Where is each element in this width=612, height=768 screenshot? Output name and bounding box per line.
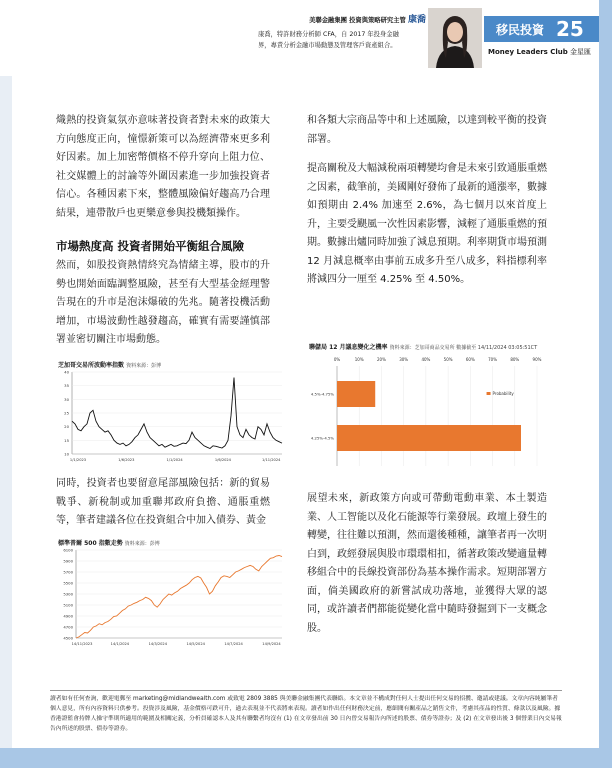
x-tick-label: 14/1/2024	[110, 642, 130, 646]
bar	[337, 425, 521, 451]
y-tick-label: 4900	[63, 613, 73, 619]
y-tick-label: 20	[64, 424, 69, 430]
x-tick-label: 14/11/2023	[71, 642, 93, 646]
x-tick-label: 30%	[399, 357, 409, 362]
y-tick-label: 5300	[63, 591, 73, 597]
y-tick-label: 6100	[63, 547, 73, 553]
x-tick-label: 1/6/2024	[214, 458, 231, 462]
club-name: Money Leaders Club 金星匯	[488, 48, 592, 56]
x-tick-label: 0%	[333, 357, 341, 362]
y-tick-label: 40	[64, 369, 69, 375]
y-tick-label: 5100	[63, 602, 73, 608]
category-label: 4.25%-4.5%	[310, 435, 334, 441]
body-col1-p3: 同時，投資者也要留意尾部風險包括：新的貿易戰爭、新稅制或加重聯邦政府負擔、通脹重燃等，筆者建議各位在投資組合中加入債券、黃金	[56, 478, 270, 526]
spx-chart-title: 標準普爾 500 指數走勢 資料來源：彭博	[58, 540, 160, 547]
vix-chart	[56, 360, 288, 466]
body-col2-p1: 和各類大宗商品等中和上述風險，以達到較平衡的投資部署。	[307, 115, 547, 145]
x-tick-label: 1/1/2024	[166, 458, 183, 462]
left-decor-band	[0, 76, 12, 748]
body-col2-p3: 展望未來，新政策方向或可帶動電動車業、本土製造業、人工智能以及化石能源等行業發展。政壇上發生的轉變，往往難以預測，然而還後種種，讓筆者再一次明白到，政經發展與股市環環相扣，循著政策改變適量轉移組合中的長線投資部份為基本操作需求。短期部署方面，倘美國政府的新嘗試成功落地，並獲得大眾的認同，或許讀者們都能從變化當中隨時發掘到下一支概念股。	[307, 493, 547, 634]
x-tick-label: 1/11/2024	[261, 458, 281, 462]
y-tick-label: 30	[64, 396, 69, 402]
author-block	[246, 12, 426, 51]
x-tick-label: 90%	[532, 357, 542, 362]
body-col1-p1: 熾熱的投資氣氛亦意味著投資者對未來的政策大方向態度正向，憧憬新策可以為經濟帶來更多利好因素。加上加密幣價格不停升穿向上阻力位、社交媒體上的討論等外圍因素進一步加強投資者信心。各種因素下來，整體風險偏好趨高乃合理結果，連帶散戶也更樂意參與投機類操作。	[56, 115, 270, 219]
x-tick-label: 70%	[488, 357, 498, 362]
x-tick-label: 60%	[465, 357, 475, 362]
y-tick-label: 4500	[63, 635, 73, 641]
x-tick-label: 50%	[443, 357, 453, 362]
x-tick-label: 14/7/2024	[224, 642, 243, 646]
right-decor-band	[599, 0, 612, 768]
x-tick-label: 10%	[354, 357, 364, 362]
category-label: 4.5%-4.75%	[310, 391, 334, 397]
y-tick-label: 15	[64, 437, 69, 443]
vix-chart-title: 芝加哥交易所波動率指數 資料來源：彭博	[58, 362, 162, 369]
y-tick-label: 5700	[63, 569, 73, 575]
spx-chart-svg	[56, 546, 288, 650]
column-tag	[484, 16, 599, 42]
y-tick-label: 4700	[63, 624, 73, 630]
author-portrait	[428, 8, 482, 68]
legend-swatch	[487, 392, 491, 395]
author-name: 康喬	[407, 15, 426, 25]
x-tick-label: 1/6/2023	[118, 458, 135, 462]
body-col2-p2: 提高關稅及大幅減稅兩項轉變均會是未來引致通脹重燃之因素，截筆前，美國剛好發佈了最新的通漲率，數據如預期由 2.4% 加速至 2.6%，為七個月以來首度上升，主要受颶風一次性因素影響，減輕了通脹重燃的預期。數據出爐同時加強了減息預期。利率期貨市場預測 12 月減息概率由事前五成多升至八成多，料指標利率將減四分一厘至 4.25% 至 4.50%。	[307, 163, 547, 285]
series-line	[76, 556, 282, 639]
x-tick-label: 14/3/2024	[148, 642, 168, 646]
y-tick-label: 5500	[63, 580, 73, 586]
fed-prob-chart-svg	[307, 352, 551, 470]
footnote: 讀者如有任何查詢，歡迎電郵至 marketing@midlandwealth.com 或致電 2809 3885 與美聯金融集團代表聯絡。本文章並不構成對任何人士提出任何交易的招攬、邀請或建議。文章內容純屬筆者個人意見，所有內容資料只供參考。投資涉及風險，基金價格可跌可升，過去表現並不代表將來表現。讀者如作出任何財務決定前，應細閱有關產品之銷售文件，考慮其產品的性質、條款以及風險。據香港證監會持牌人操守準則所適用的範圍及相關定義，分析員確認本人及其有聯繫者均沒有 (1) 在文章發出前 30 日內曾交易報告內所述的股票、債券等證券；及 (2) 在文章發出後 3 個營業日內交易報告內所述的股票、債券等證券。	[50, 690, 562, 734]
y-tick-label: 25	[64, 410, 69, 416]
author-bio: 康喬，特許財務分析師 CFA，自 2017 年投身金融 界，專責分析金融市場動態及管理客戶資產組合。	[258, 31, 399, 49]
legend-label: Probability	[492, 391, 514, 396]
column-category: 移民投資	[496, 23, 545, 37]
y-tick-label: 10	[64, 451, 69, 457]
fed-prob-chart-title: 聯儲局 12 月議息變化之機率 資料來源：芝加哥商品交易所 數據截至 14/11/2024 03:05:51CT	[309, 344, 538, 351]
fed-prob-chart	[307, 342, 551, 470]
y-tick-label: 5900	[63, 558, 73, 564]
vix-chart-svg	[56, 368, 288, 466]
x-tick-label: 40%	[421, 357, 431, 362]
x-tick-label: 14/9/2024	[262, 642, 281, 646]
x-tick-label: 1/1/2023	[69, 458, 87, 462]
x-tick-label: 20%	[376, 357, 386, 362]
y-tick-label: 35	[64, 383, 69, 389]
bar	[337, 381, 375, 407]
author-title: 美聯金融集團 投資與策略研究主管 康喬	[309, 15, 426, 25]
x-tick-label: 14/5/2024	[186, 642, 205, 646]
bottom-decor-band	[0, 748, 612, 768]
section-heading: 市場熱度高 投資者開始平衡組合風險	[56, 239, 245, 253]
top-bar	[0, 0, 612, 8]
x-tick-label: 80%	[510, 357, 520, 362]
page-number: 25	[556, 17, 584, 41]
body-col1-p2: 然而，如股投資熱情終究為情緒主導，股市的升勢也開始面臨調整風險，甚至有大型基金經理警告現在的升市是泡沫爆破的先兆。隨著投機活動增加，市場波動性越發趨高，確實有需要謹慎部署並密切關注市場動態。	[56, 260, 270, 345]
spx-chart	[56, 538, 288, 650]
